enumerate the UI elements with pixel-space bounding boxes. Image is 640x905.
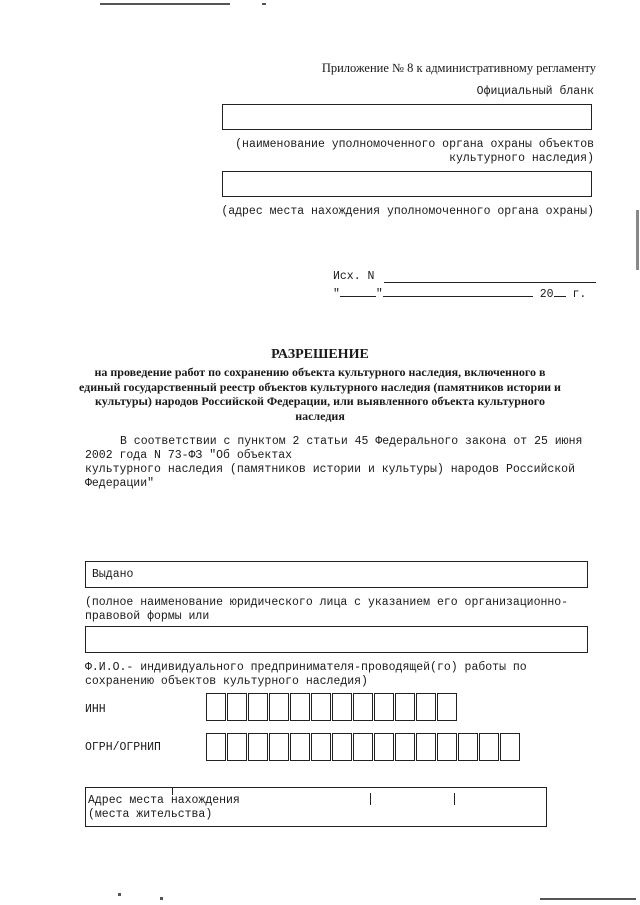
- basis-line-4: Федерации": [85, 477, 155, 490]
- authority-name-field[interactable]: [222, 104, 592, 130]
- inn-digit-cell[interactable]: [395, 693, 415, 721]
- issued-to-field[interactable]: [85, 561, 588, 588]
- document-title: РАЗРЕШЕНИЕ: [271, 347, 369, 362]
- ogrn-digit-cell[interactable]: [416, 733, 436, 761]
- address-frame-right: [546, 787, 547, 827]
- basis-line-3: культурного наследия (памятников истории и культуры) народов Российской: [85, 463, 575, 476]
- outgoing-number-label: Исх. N: [333, 270, 375, 283]
- inn-digit-cell[interactable]: [374, 693, 394, 721]
- inn-digit-cell[interactable]: [269, 693, 289, 721]
- address-field[interactable]: [240, 791, 540, 821]
- scan-artifact: [100, 3, 230, 5]
- ogrn-digit-cell[interactable]: [395, 733, 415, 761]
- ogrn-label: ОГРН/ОГРНИП: [85, 741, 161, 754]
- address-label-residence: (места жительства): [88, 808, 213, 821]
- document-subtitle: на проведение работ по сохранению объекта культурного наследия, включенного в единый государственный реестр объектов культурного наследия (памятников истории и культуры) народов Российской Федерации, или выявленного объекта культурного наследия: [79, 365, 561, 423]
- scan-artifact: [540, 898, 636, 900]
- ogrn-digit-cell[interactable]: [500, 733, 520, 761]
- date-open-quote: ": [333, 288, 340, 301]
- scan-artifact: [262, 3, 266, 5]
- scan-artifact: [160, 897, 163, 900]
- address-frame-bottom: [85, 826, 547, 827]
- inn-digit-cell[interactable]: [311, 693, 331, 721]
- inn-digit-cell[interactable]: [416, 693, 436, 721]
- legal-entity-name-field[interactable]: [85, 626, 588, 653]
- inn-cells: [206, 693, 458, 721]
- ogrn-digit-cell[interactable]: [332, 733, 352, 761]
- date-year-suffix: г.: [572, 288, 587, 301]
- issued-to-label: Выдано: [92, 568, 134, 581]
- address-label: Адрес места нахождения: [88, 794, 240, 807]
- inn-digit-cell[interactable]: [332, 693, 352, 721]
- ogrn-cells: [206, 733, 521, 761]
- date-day-line[interactable]: [340, 285, 376, 297]
- inn-digit-cell[interactable]: [206, 693, 226, 721]
- official-form-label: Официальный бланк: [476, 85, 594, 98]
- ogrn-digit-cell[interactable]: [374, 733, 394, 761]
- ogrn-digit-cell[interactable]: [227, 733, 247, 761]
- ogrn-digit-cell[interactable]: [248, 733, 268, 761]
- scan-artifact: [118, 893, 121, 896]
- entrepreneur-caption: Ф.И.О.- индивидуального предпринимателя-проводящей(го) работы по сохранению объектов культурного наследия): [85, 661, 527, 688]
- basis-line-2: 2002 года N 73-ФЗ "Об объектах: [85, 449, 293, 462]
- outgoing-number-line[interactable]: [384, 282, 596, 283]
- ogrn-digit-cell[interactable]: [206, 733, 226, 761]
- ogrn-digit-cell[interactable]: [353, 733, 373, 761]
- ogrn-digit-cell[interactable]: [479, 733, 499, 761]
- date-year-line[interactable]: [554, 285, 566, 297]
- inn-digit-cell[interactable]: [290, 693, 310, 721]
- authority-address-caption: (адрес места нахождения уполномоченного органа охраны): [221, 205, 594, 218]
- date-month-line[interactable]: [383, 285, 533, 297]
- ogrn-digit-cell[interactable]: [458, 733, 478, 761]
- address-frame-top: [85, 787, 547, 788]
- date-close-quote: ": [375, 288, 383, 301]
- basis-line-1: В соответствии с пунктом 2 статьи 45 Федерального закона от 25 июня: [120, 435, 583, 448]
- date-year-prefix: 20: [539, 288, 554, 301]
- inn-digit-cell[interactable]: [227, 693, 247, 721]
- ogrn-digit-cell[interactable]: [437, 733, 457, 761]
- legal-entity-caption: (полное наименование юридического лица с указанием его организационно-правовой формы или: [85, 596, 569, 623]
- appendix-title: Приложение № 8 к административному регламенту: [321, 61, 596, 75]
- inn-digit-cell[interactable]: [437, 693, 457, 721]
- outgoing-date: [333, 285, 595, 302]
- inn-label: ИНН: [85, 703, 106, 716]
- inn-digit-cell[interactable]: [353, 693, 373, 721]
- authority-address-field[interactable]: [222, 171, 592, 197]
- ogrn-digit-cell[interactable]: [290, 733, 310, 761]
- ogrn-digit-cell[interactable]: [311, 733, 331, 761]
- inn-digit-cell[interactable]: [248, 693, 268, 721]
- authority-name-caption: (наименование уполномоченного органа охраны объектов культурного наследия): [235, 138, 594, 165]
- ogrn-digit-cell[interactable]: [269, 733, 289, 761]
- address-frame-left: [85, 787, 86, 827]
- scan-artifact: [636, 210, 639, 270]
